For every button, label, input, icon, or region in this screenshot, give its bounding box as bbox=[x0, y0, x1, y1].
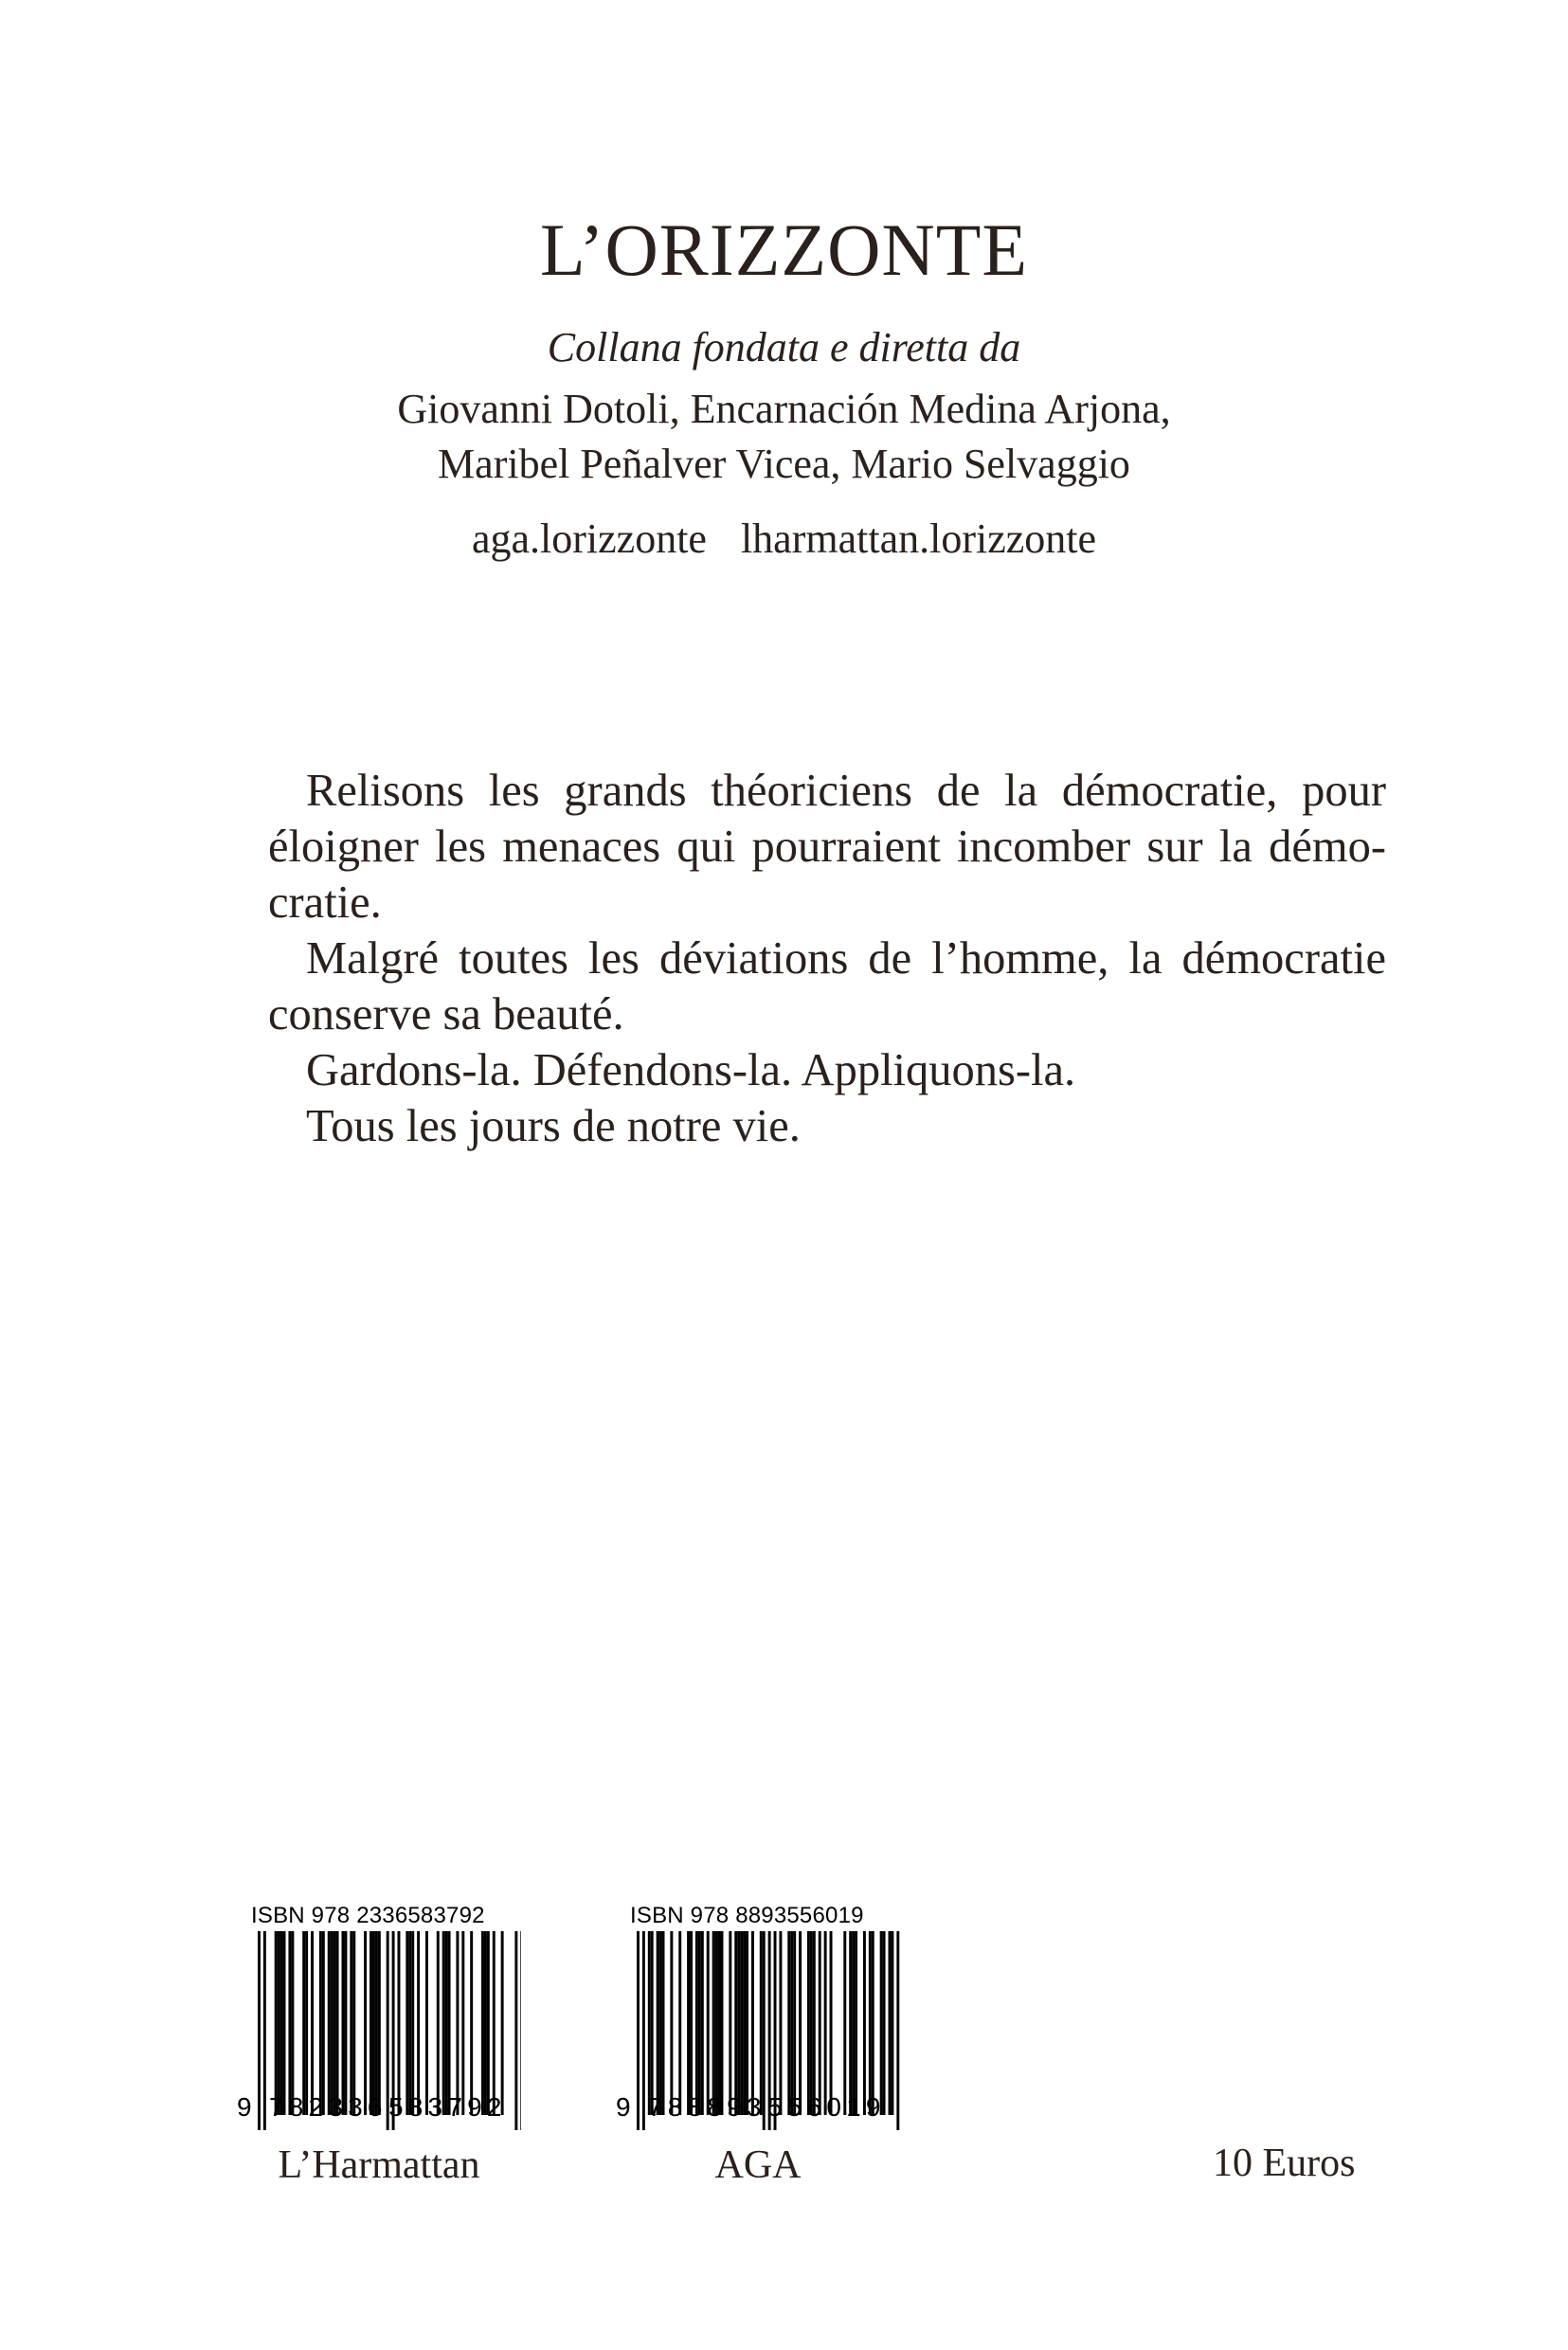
series-subtitle: Collana fondata e diretta da bbox=[547, 324, 1021, 371]
barcode-left-digits: 782336 bbox=[269, 2092, 387, 2122]
price-label: 10 Euros bbox=[1213, 2142, 1356, 2185]
isbn-label: ISBN 978 8893556019 bbox=[630, 1903, 864, 1928]
barcode-lead-digit: 9 bbox=[616, 2092, 636, 2122]
series-links bbox=[0, 515, 1568, 562]
series-header bbox=[0, 208, 1568, 562]
blurb-line: conserve sa beauté. bbox=[268, 989, 624, 1039]
barcode-aga bbox=[616, 1903, 900, 2187]
blurb-line: Malgré toutes les déviations de l’homme, la démocratie bbox=[306, 933, 1386, 984]
blurb-line: Gardons-la. Défendons-la. Appliquons-la. bbox=[306, 1045, 1076, 1095]
back-cover-blurb bbox=[268, 763, 1386, 1154]
blurb-line: Tous les jours de notre vie. bbox=[306, 1101, 801, 1151]
blurb-line: cratie. bbox=[268, 877, 382, 928]
barcode-left-digits: 788893 bbox=[648, 2092, 766, 2122]
directors-line-1: Giovanni Dotoli, Encarnación Medina Arjona, bbox=[397, 386, 1171, 432]
isbn-label: ISBN 978 2336583792 bbox=[251, 1903, 485, 1928]
series-title: L’ORIZZONTE bbox=[539, 208, 1029, 291]
series-directors bbox=[0, 382, 1568, 492]
blurb-line: Relisons les grands théoriciens de la démocratie, pour bbox=[306, 766, 1386, 816]
barcode-right-digits: 556019 bbox=[767, 2092, 886, 2122]
barcode-lead-digit: 9 bbox=[237, 2092, 257, 2122]
barcode-right-digits: 583792 bbox=[388, 2092, 507, 2122]
barcode-lharmattan bbox=[237, 1903, 521, 2187]
publisher-name: AGA bbox=[714, 2143, 802, 2187]
link-aga: aga.lorizzonte bbox=[471, 515, 707, 562]
blurb-line: éloigner les menaces qui pourraient incomber sur la démo- bbox=[268, 822, 1386, 872]
link-lharmattan: lharmattan.lorizzonte bbox=[740, 515, 1097, 562]
publisher-name: L’Harmattan bbox=[278, 2143, 480, 2187]
directors-line-2: Maribel Peñalver Vicea, Mario Selvaggio bbox=[438, 441, 1130, 487]
